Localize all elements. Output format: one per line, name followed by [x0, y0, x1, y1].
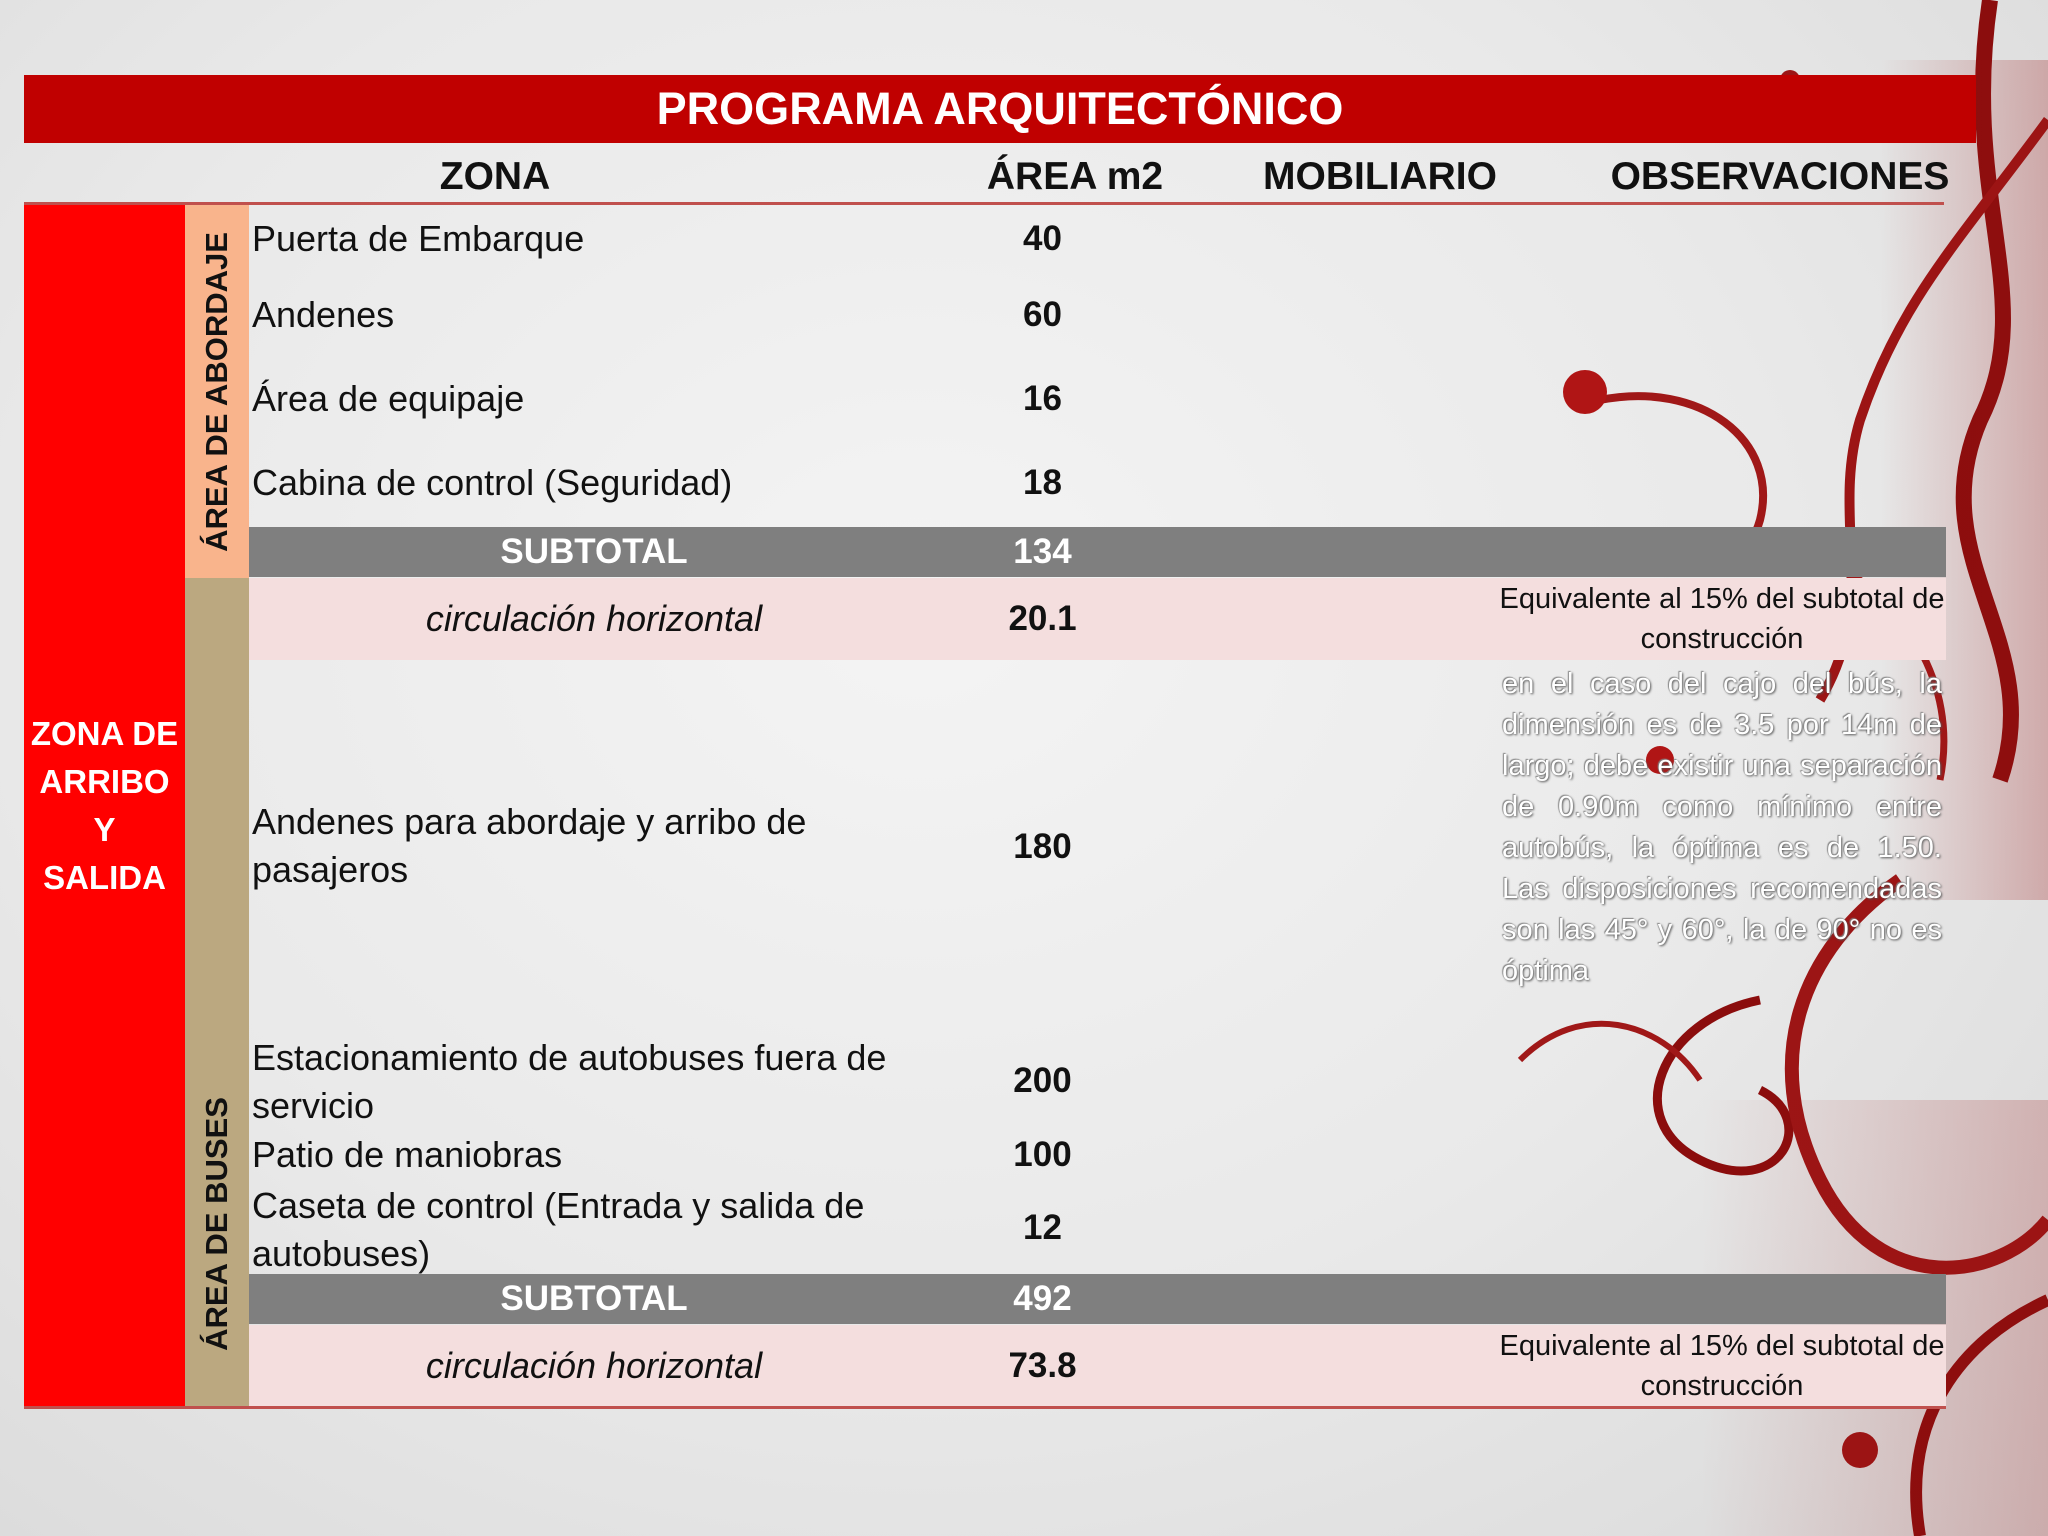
row-name: Andenes: [252, 294, 395, 335]
row-area: 200: [1013, 1061, 1072, 1100]
section-abordaje-text: ÁREA DE ABORDAJE: [199, 231, 234, 552]
subtotal-value: 492: [1013, 1279, 1072, 1318]
row-area: 12: [1023, 1208, 1062, 1247]
subtotal-label: SUBTOTAL: [500, 532, 688, 571]
row-area: 180: [1013, 827, 1072, 866]
row-name: Puerta de Embarque: [252, 218, 585, 259]
subtotal-value: 134: [1013, 532, 1072, 571]
zone-label: [24, 205, 185, 1406]
row-name: Patio de maniobras: [252, 1134, 563, 1175]
circulation-value: 73.8: [1008, 1346, 1077, 1385]
table-bottom-rule: [24, 1406, 1946, 1409]
subtotal-label: SUBTOTAL: [500, 1279, 688, 1318]
row-area: 100: [1013, 1135, 1072, 1174]
section-label-buses: [185, 578, 249, 1406]
row-area: 60: [1023, 295, 1062, 334]
section-label-abordaje: [185, 205, 249, 578]
row-area: 40: [1023, 219, 1062, 258]
header-observaciones: OBSERVACIONES: [1610, 155, 1950, 198]
row-name: Cabina de control (Seguridad): [252, 462, 733, 503]
header-zona: ZONA: [439, 155, 551, 198]
row-name: Área de equipaje: [252, 378, 525, 419]
header-rule: [24, 202, 1944, 205]
header-area: ÁREA m2: [986, 155, 1164, 198]
section-buses-text: ÁREA DE BUSES: [199, 1096, 234, 1351]
circulation-value: 20.1: [1008, 599, 1077, 638]
circulation-label: circulación horizontal: [425, 598, 763, 639]
row-name: Estacionamiento de autobuses fuera de servicio: [252, 1037, 887, 1126]
circulation-observation: Equivalente al 15% del subtotal de construcción: [1499, 583, 1945, 655]
circulation-label: circulación horizontal: [425, 1345, 763, 1386]
circulation-observation: Equivalente al 15% del subtotal de construcción: [1499, 1330, 1945, 1402]
header-mobiliario: MOBILIARIO: [1263, 155, 1497, 198]
row-area: 16: [1023, 379, 1062, 418]
row-area: 18: [1023, 463, 1062, 502]
zone-label-text: ZONA DE ARRIBO Y SALIDA: [30, 714, 179, 896]
row-name: Caseta de control (Entrada y salida de autobuses): [252, 1185, 865, 1274]
page-title: PROGRAMA ARQUITECTÓNICO: [24, 75, 1976, 143]
andenes-observation: en el caso del cajo del bús, la dimensión es de 3.5 por 14m de largo; debe existir una separación de 0.90m como mínimo entre autobús, la óptima es de 1.50. Las disposiciones recomendadas son las 45° y 60°, la de 90° no es óptima: [1502, 668, 1942, 987]
row-name: Andenes para abordaje y arribo de pasajeros: [252, 801, 807, 890]
